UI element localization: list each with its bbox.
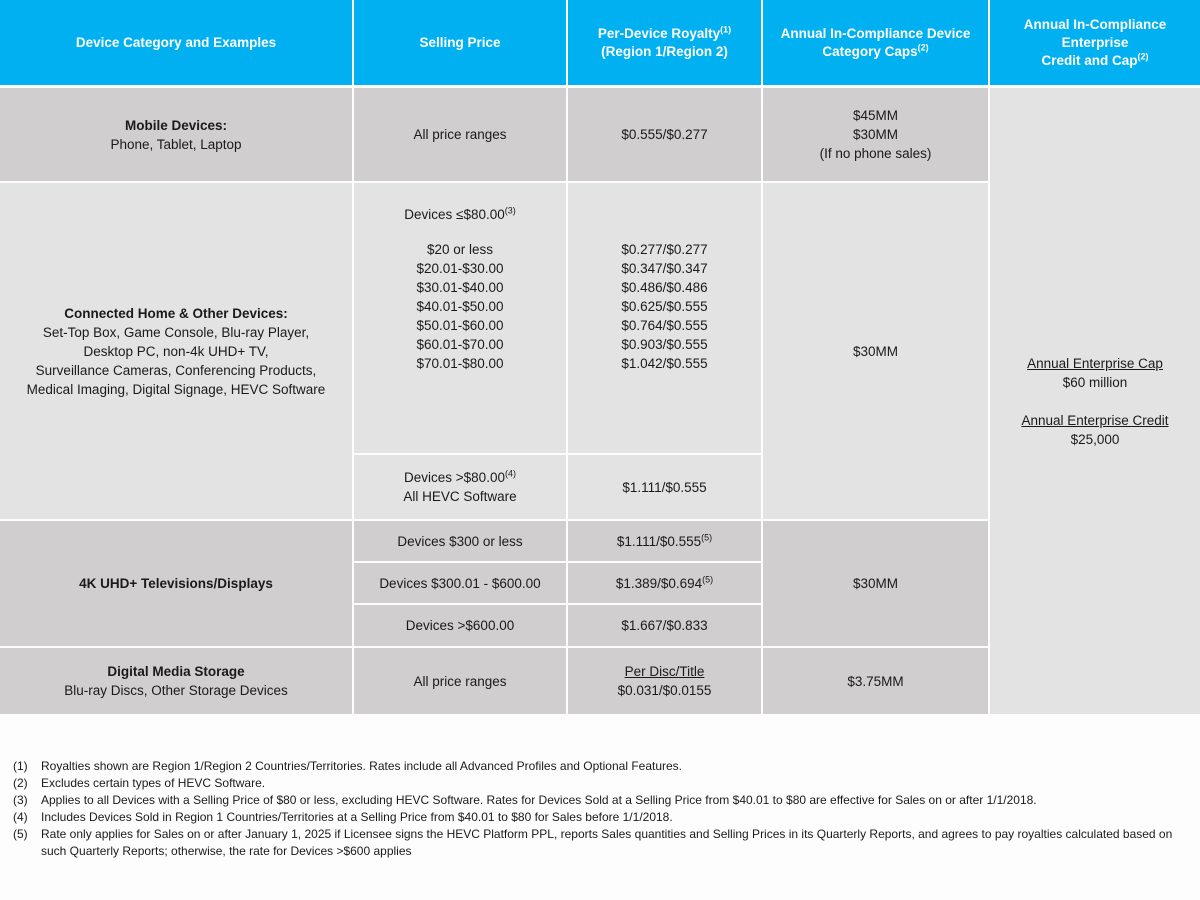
royalty-tier-list: $0.277/$0.277 $0.347/$0.347 $0.486/$0.486 $0.625/$0.555 $0.764/$0.555 $0.903/$0.555 $1.042/$0.555: [621, 242, 708, 371]
footnote-2: (2) Excludes certain types of HEVC Software.: [13, 776, 266, 790]
price-tier-list: $20 or less $20.01-$30.00 $30.01-$40.00 $40.01-$50.00 $50.01-$60.00 $60.01-$70.00 $70.01-$80.00: [416, 242, 504, 371]
connected-low-tier-royalty-cell: [568, 183, 761, 453]
category-title: 4K UHD+ Televisions/Displays: [79, 576, 273, 591]
footnote-4: (4) Includes Devices Sold in Region 1 Countries/Territories at a Selling Price from $40.01 to $80 for Sales before 1/1/2018.: [13, 810, 673, 824]
connected-cap-cell: $30MM: [763, 183, 988, 519]
header-device-category-caps: Annual In-Compliance Device Category Caps$^{(2)}$: [763, 0, 988, 85]
connected-low-tier-price-cell: Devices $\le\$80.00^{(3)}$ $20 or less $20.01-$30.00 $30.01-$40.00 $40.01-$50.00 $50.01-$60.00 $60.01-$70.00 $70.01-$80.00: [354, 183, 566, 453]
header-enterprise-credit-cap: Annual In-Compliance Enterprise Credit and Cap$^{(2)}$: [990, 0, 1200, 85]
storage-selling-price-cell: All price ranges: [354, 648, 566, 714]
storage-cap-cell: $3.75MM: [763, 648, 988, 714]
enterprise-cap-value: $60 million: [1062, 374, 1128, 390]
storage-category-cell: [0, 648, 352, 714]
footnote-1: (1) Royalties shown are Region 1/Region 2 Countries/Territories. Rates include all Advanced Profiles and Optional Features.: [13, 759, 683, 773]
header-selling-price: Selling Price: [354, 0, 566, 85]
footnote-5: (5) Rate only applies for Sales on or after January 1, 2025 if Licensee signs the HEVC Platform PPL, reports Sales quantities and Selling Prices in its Quarterly Reports, and agrees to pay royalties calculated based on such Quarterly Reports; otherwise, the rate for Devices >$600 applies: [13, 827, 1173, 858]
header-device-category: Device Category and Examples: [0, 0, 352, 85]
category-title: Digital Media Storage: [107, 664, 245, 679]
mobile-category-cell: [0, 88, 352, 181]
header-per-device-royalty: Per-Device Royalty$^{(1)}$ (Region 1/Region 2): [568, 0, 761, 85]
category-examples: Blu-ray Discs, Other Storage Devices: [64, 683, 288, 698]
connected-high-tier-price-cell: Devices $>\$80.00^{(4)}$ All HEVC Software: [354, 455, 566, 519]
uhd-tier-3-royalty: $1.667/$0.833: [568, 605, 761, 646]
category-title: Connected Home & Other Devices:: [64, 305, 288, 321]
mobile-royalty-cell: $0.555/$0.277: [568, 88, 761, 181]
category-examples: Phone, Tablet, Laptop: [110, 136, 242, 152]
connected-high-tier-royalty-cell: $1.111/$0.555: [568, 455, 761, 519]
footnote-3: (3) Applies to all Devices with a Selling Price of $80 or less, excluding HEVC Software. Rates for Devices Sold at a Selling Price from $40.01 to $80 are effective for Sales on or after 1/1/2018.: [13, 793, 1037, 807]
footnotes: [13, 758, 1193, 860]
mobile-selling-price-cell: All price ranges: [354, 88, 566, 181]
uhd-cap-cell: $30MM: [763, 521, 988, 646]
category-title: Mobile Devices:: [124, 117, 228, 133]
connected-category-cell: Connected Home & Other Devices: Set-Top Box, Game Console, Blu-ray Player, Desktop PC, non-4k UHD+ TV, Surveillance Cameras, Conferencing Products, Medical Imaging, Digital Signage, HEVC Software: [0, 183, 352, 519]
enterprise-credit-cap-cell: [990, 88, 1200, 714]
enterprise-cap-label: Annual Enterprise Cap: [1027, 355, 1163, 371]
enterprise-credit-value: $25,000: [1070, 431, 1120, 447]
uhd-tier-3-price: Devices >$600.00: [354, 605, 566, 646]
storage-royalty-cell: Per Disc/Title $0.031/$0.0155: [568, 648, 761, 714]
uhd-tier-1-royalty: $1.111/$0.555$^{(5)}$: [568, 521, 761, 561]
uhd-tier-2-royalty: $1.389/$0.694$^{(5)}$: [568, 563, 761, 603]
uhd-tier-2-price: Devices $300.01 - $600.00: [354, 563, 566, 603]
enterprise-credit-label: Annual Enterprise Credit: [1021, 412, 1169, 428]
mobile-cap-cell: $45MM $30MM (If no phone sales): [763, 88, 988, 181]
uhd-tier-1-price: Devices $300 or less: [354, 521, 566, 561]
uhd-category-cell: [0, 521, 352, 646]
